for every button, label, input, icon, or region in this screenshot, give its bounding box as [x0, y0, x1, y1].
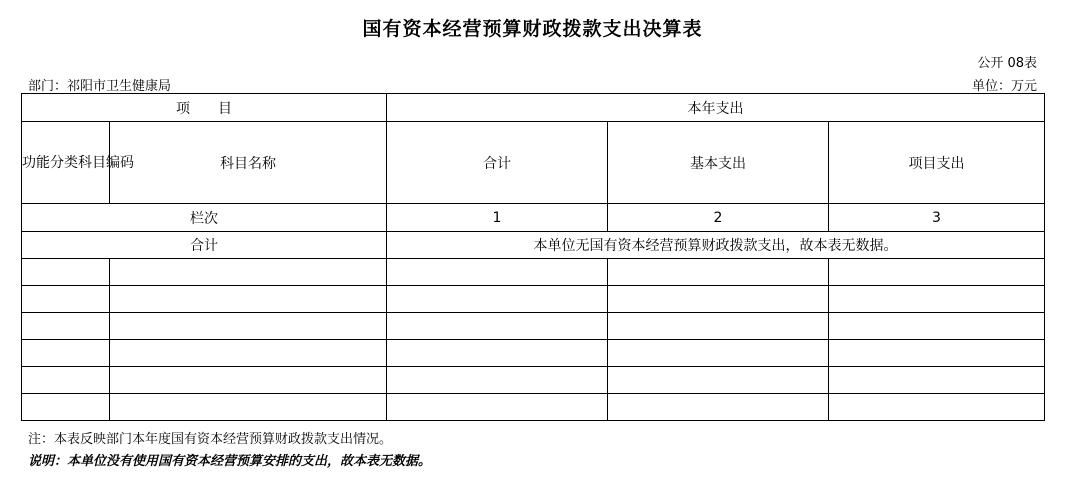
table-row — [22, 367, 1045, 394]
header-item: 项 目 — [22, 94, 387, 122]
explanation-note: 说明：本单位没有使用国有资本经营预算安排的支出，故本表无数据。 — [28, 454, 432, 469]
footnote: 注：本表反映部门本年度国有资本经营预算财政拨款支出情况。 — [28, 432, 393, 447]
form-number: 公开 08表 — [977, 56, 1037, 71]
col-name-header: 科目名称 — [110, 122, 387, 204]
total-row — [22, 232, 1045, 259]
expenditure-table — [21, 93, 1045, 421]
row-total-label: 合计 — [22, 232, 387, 259]
col-total-header: 合计 — [387, 122, 608, 204]
col-number-3: 3 — [829, 204, 1045, 232]
table-row — [22, 313, 1045, 340]
col-basic-header: 基本支出 — [608, 122, 829, 204]
department-label: 部门：祁阳市卫生健康局 — [28, 79, 172, 94]
unit-label: 单位：万元 — [971, 79, 1037, 94]
table-row — [22, 286, 1045, 313]
table-subheader-row — [22, 122, 1045, 204]
table-row — [22, 340, 1045, 367]
col-number-1: 1 — [387, 204, 608, 232]
col-code-header: 功能分类科目编码 — [22, 122, 110, 204]
column-number-row — [22, 204, 1045, 232]
table-header-row — [22, 94, 1045, 122]
table-row — [22, 259, 1045, 286]
header-current-year: 本年支出 — [387, 94, 1045, 122]
row-column-label: 栏次 — [22, 204, 387, 232]
table-row — [22, 394, 1045, 421]
col-number-2: 2 — [608, 204, 829, 232]
col-project-header: 项目支出 — [829, 122, 1045, 204]
no-data-message: 本单位无国有资本经营预算财政拨款支出，故本表无数据。 — [387, 232, 1045, 259]
page-title: 国有资本经营预算财政拨款支出决算表 — [362, 18, 703, 40]
